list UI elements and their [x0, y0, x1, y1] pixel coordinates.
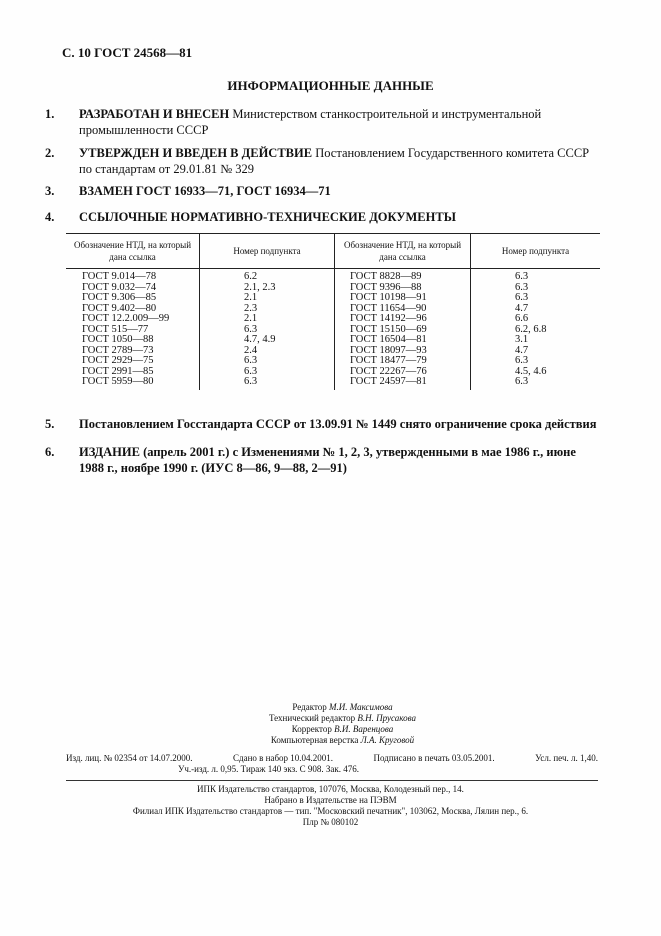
item-number: 4. [45, 210, 55, 224]
doc-designation: ГОСТ 5959—80 [82, 376, 154, 387]
doc-designation: ГОСТ 9.402—80 [82, 302, 157, 314]
doc-designation: ГОСТ 22267—76 [350, 365, 427, 377]
editor-role: Технический редактор [268, 713, 356, 723]
item-text: Постановлением Государственного комитета СССР по стандартам от 29.01.81 № 329 [79, 146, 590, 176]
subclause-number: 2.1, 2.3 [244, 281, 276, 293]
doc-designation: ГОСТ 9.032—74 [82, 281, 157, 293]
item-number: 1. [45, 107, 55, 121]
subclause-number: 6.2 [244, 271, 258, 282]
editor-name: Л.А. Круговой [360, 735, 415, 745]
editor-line [12, 713, 661, 724]
doc-designation: ГОСТ 515—77 [82, 323, 149, 335]
column-header-doc-right: Обозначение НТД, на который дана ссылка [335, 234, 471, 269]
publisher-line: Филиал ИПК Издательство стандартов — тип. "Московский печатник", 103062, Москва, Лялин пер., 6. [132, 806, 529, 816]
doc-designation: ГОСТ 15150—69 [350, 323, 427, 335]
subclause-number: 6.3 [244, 365, 258, 377]
info-item-5 [45, 416, 602, 432]
subclause-number: 6.3 [244, 355, 258, 366]
typeset-date: Сдано в набор 10.04.2001. [233, 753, 334, 763]
imprint-divider [66, 780, 598, 781]
doc-designation: ГОСТ 18097—93 [350, 344, 427, 356]
section-title: ИНФОРМАЦИОННЫЕ ДАННЫЕ [227, 78, 434, 93]
signing-line-2: Уч.-изд. л. 0,95. Тираж 140 экз. С 908. Зак. 476. [178, 764, 360, 774]
publisher-line: Плр № 080102 [302, 817, 359, 827]
print-date: Подписано в печать 03.05.2001. [373, 753, 495, 763]
license-info: Изд. лиц. № 02354 от 14.07.2000. [66, 753, 193, 763]
doc-designation: ГОСТ 14192—96 [350, 313, 427, 324]
subclause-number: 6.6 [515, 313, 529, 324]
doc-designation: ГОСТ 1050—88 [82, 334, 154, 345]
left-points-cell [200, 269, 335, 390]
editor-name: В.Н. Прусакова [357, 713, 417, 723]
subclause-number: 6.3 [515, 376, 529, 387]
item-text: (апрель 2001 г.) с Изменениями № 1, 2, 3, утвержденными в мае 1986 г., июне 1988 г., ноябре 1990 г. (ИУС 8—86, 9—88, 2—91) [79, 445, 576, 475]
editor-role: Компьютерная верстка [270, 735, 359, 745]
subclause-number: 6.3 [244, 323, 258, 335]
info-item-4 [45, 209, 602, 225]
column-header-point-left: Номер подпункта [200, 234, 335, 269]
print-sheets: Усл. печ. л. 1,40. [535, 753, 598, 763]
publisher-block [0, 784, 661, 828]
doc-designation: ГОСТ 9.014—78 [82, 271, 157, 282]
publisher-line: ИПК Издательство стандартов, 107076, Москва, Колодезный пер., 14. [197, 784, 464, 794]
subclause-number: 4.7, 4.9 [244, 334, 276, 345]
item-heading: РАЗРАБОТАН И ВНЕСЕН [79, 107, 230, 121]
doc-designation: ГОСТ 11654—90 [350, 302, 427, 314]
item-heading: ССЫЛОЧНЫЕ НОРМАТИВНО-ТЕХНИЧЕСКИЕ ДОКУМЕНТЫ [79, 210, 456, 224]
editor-line [12, 702, 661, 713]
doc-designation: ГОСТ 10198—91 [350, 292, 427, 303]
info-item-1 [45, 106, 602, 138]
item-number: 6. [45, 445, 55, 459]
signing-block [66, 753, 598, 775]
subclause-number: 6.3 [244, 376, 258, 387]
subclause-number: 3.1 [515, 334, 529, 345]
editor-line [12, 735, 661, 746]
item-heading: УТВЕРЖДЕН И ВВЕДЕН В ДЕЙСТВИЕ [79, 146, 313, 160]
info-item-2 [45, 145, 602, 177]
editor-name: М.И. Максимова [329, 702, 393, 712]
item-text: Постановлением Госстандарта СССР от 13.09.91 № 1449 снято ограничение срока действия [79, 417, 597, 431]
editor-role: Корректор [291, 724, 332, 734]
item-number: 2. [45, 146, 55, 160]
publisher-line: Набрано в Издательстве на ПЭВМ [264, 795, 397, 805]
info-item-3 [45, 183, 602, 199]
left-docs-cell [66, 269, 200, 390]
signing-line-1 [66, 753, 598, 764]
editor-role: Редактор [292, 702, 327, 712]
doc-designation: ГОСТ 9396—88 [350, 281, 422, 293]
page-header: С. 10 ГОСТ 24568—81 [62, 45, 193, 60]
subclause-number: 2.1 [244, 313, 258, 324]
editor-name: В.И. Варенцова [334, 724, 394, 734]
doc-designation: ГОСТ 8828—89 [350, 271, 422, 282]
right-points-cell [471, 269, 601, 390]
subclause-number: 4.7 [515, 344, 529, 356]
right-docs-cell [335, 269, 471, 390]
subclause-number: 4.5, 4.6 [515, 365, 547, 377]
subclause-number: 6.2, 6.8 [515, 323, 547, 335]
doc-designation: ГОСТ 9.306—85 [82, 292, 157, 303]
doc-designation: ГОСТ 2789—73 [82, 344, 154, 356]
doc-designation: ГОСТ 16504—81 [350, 334, 427, 345]
column-header-point-right: Номер подпункта [471, 234, 601, 269]
subclause-number: 6.3 [515, 271, 529, 282]
subclause-number: 6.3 [515, 355, 529, 366]
item-number: 3. [45, 184, 55, 198]
doc-designation: ГОСТ 18477—79 [350, 355, 427, 366]
item-heading: ИЗДАНИЕ [79, 445, 140, 459]
column-header-doc-left: Обозначение НТД, на который дана ссылка [66, 234, 200, 269]
subclause-number: 2.4 [244, 344, 258, 356]
subclause-number: 2.3 [244, 302, 258, 314]
item-text: Министерством станкостроительной и инструментальной промышленности СССР [79, 107, 542, 137]
info-item-6 [45, 444, 602, 476]
editors-block [0, 702, 661, 746]
editor-line [12, 724, 661, 735]
subclause-number: 4.7 [515, 302, 529, 314]
doc-designation: ГОСТ 2991—85 [82, 365, 154, 377]
subclause-number: 6.3 [515, 292, 529, 303]
reference-docs-table [66, 233, 600, 390]
item-heading: ВЗАМЕН ГОСТ 16933—71, ГОСТ 16934—71 [79, 184, 331, 198]
doc-designation: ГОСТ 2929—75 [82, 355, 154, 366]
item-number: 5. [45, 417, 55, 431]
doc-designation: ГОСТ 24597—81 [350, 376, 427, 387]
subclause-number: 6.3 [515, 281, 529, 293]
subclause-number: 2.1 [244, 292, 258, 303]
doc-designation: ГОСТ 12.2.009—99 [82, 313, 170, 324]
